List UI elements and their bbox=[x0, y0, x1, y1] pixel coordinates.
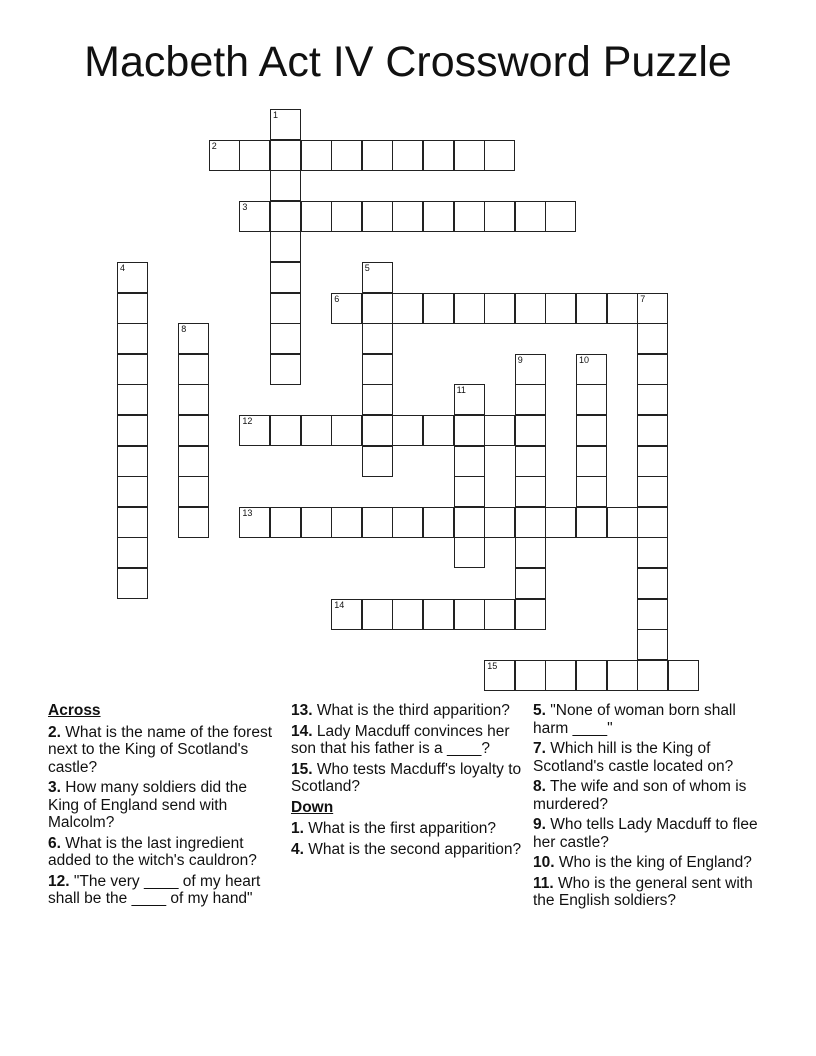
grid-cell[interactable] bbox=[117, 537, 148, 568]
grid-cell[interactable] bbox=[423, 599, 454, 630]
grid-cell[interactable] bbox=[484, 140, 515, 171]
grid-cell[interactable] bbox=[637, 323, 668, 354]
grid-cell[interactable] bbox=[576, 293, 607, 324]
grid-cell[interactable] bbox=[576, 384, 607, 415]
grid-cell[interactable] bbox=[301, 140, 332, 171]
grid-cell[interactable] bbox=[178, 354, 209, 385]
clue-across-6: 6. What is the last ingredient added to the witch's cauldron? bbox=[48, 834, 257, 869]
grid-cell[interactable] bbox=[331, 201, 362, 232]
grid-cell[interactable] bbox=[454, 507, 485, 538]
grid-cell[interactable] bbox=[515, 384, 546, 415]
grid-cell[interactable] bbox=[515, 507, 546, 538]
grid-cell[interactable] bbox=[270, 201, 301, 232]
grid-cell[interactable] bbox=[454, 293, 485, 324]
grid-cell[interactable] bbox=[637, 599, 668, 630]
grid-cell[interactable] bbox=[637, 446, 668, 477]
grid-cell[interactable] bbox=[423, 140, 454, 171]
grid-cell[interactable] bbox=[545, 507, 576, 538]
grid-cell[interactable] bbox=[270, 507, 301, 538]
grid-cell[interactable] bbox=[515, 201, 546, 232]
clue-number: 11 bbox=[456, 385, 466, 396]
clue-down-5: 5. "None of woman born shall harm ____" bbox=[533, 702, 736, 737]
grid-cell[interactable] bbox=[484, 599, 515, 630]
grid-cell[interactable] bbox=[454, 537, 485, 568]
grid-cell[interactable] bbox=[423, 415, 454, 446]
grid-cell[interactable] bbox=[484, 415, 515, 446]
grid-cell[interactable] bbox=[362, 354, 393, 385]
grid-cell[interactable] bbox=[637, 629, 668, 660]
grid-cell[interactable] bbox=[637, 476, 668, 507]
across-heading: Across bbox=[48, 702, 101, 719]
grid-cell[interactable] bbox=[270, 354, 301, 385]
grid-cell[interactable] bbox=[515, 446, 546, 477]
grid-cell[interactable] bbox=[607, 293, 638, 324]
grid-cell[interactable] bbox=[392, 507, 423, 538]
clue-across-15: 15. Who tests Macduff's loyalty to Scotland? bbox=[291, 760, 522, 795]
clue-number: 13 bbox=[242, 507, 253, 518]
clue-across-13: 13. What is the third apparition? bbox=[291, 702, 510, 719]
puzzle-title: Macbeth Act IV Crossword Puzzle bbox=[84, 38, 732, 86]
grid-cell[interactable] bbox=[331, 415, 362, 446]
clue-number: 9 bbox=[517, 354, 523, 365]
clue-number: 4 bbox=[120, 263, 126, 273]
clue-number: 3 bbox=[242, 201, 248, 212]
grid-cell[interactable] bbox=[392, 201, 423, 232]
grid-cell[interactable] bbox=[515, 537, 546, 568]
grid-cell[interactable] bbox=[362, 262, 393, 293]
grid-cell[interactable] bbox=[301, 415, 332, 446]
grid-cell[interactable] bbox=[423, 201, 454, 232]
grid-cell[interactable] bbox=[607, 660, 638, 691]
grid-cell[interactable] bbox=[576, 354, 607, 385]
grid-cell[interactable] bbox=[454, 384, 485, 415]
grid-cell[interactable] bbox=[117, 293, 148, 324]
grid-cell[interactable] bbox=[392, 599, 423, 630]
grid-cell[interactable] bbox=[239, 507, 270, 538]
grid-cell[interactable] bbox=[576, 660, 607, 691]
grid-cell[interactable] bbox=[484, 201, 515, 232]
grid-cell[interactable] bbox=[637, 415, 668, 446]
grid-cell[interactable] bbox=[178, 476, 209, 507]
grid-cell[interactable] bbox=[270, 415, 301, 446]
grid-cell[interactable] bbox=[484, 660, 515, 691]
clue-number: 10 bbox=[579, 354, 590, 365]
grid-cell[interactable] bbox=[576, 507, 607, 538]
grid-cell[interactable] bbox=[515, 568, 546, 599]
clue-number: 14 bbox=[334, 599, 345, 610]
clue-down-4: 4. What is the second apparition? bbox=[291, 840, 522, 858]
grid-cell[interactable] bbox=[117, 507, 148, 538]
clue-number: 1 bbox=[273, 110, 279, 120]
clue-down-11: 11. Who is the general sent with the English soldiers? bbox=[533, 874, 753, 909]
grid-cell[interactable] bbox=[178, 446, 209, 477]
grid-cell[interactable] bbox=[515, 354, 546, 385]
grid-cell[interactable] bbox=[545, 201, 576, 232]
grid-cell[interactable] bbox=[239, 140, 270, 171]
clue-number: 7 bbox=[640, 293, 646, 304]
grid-cell[interactable] bbox=[117, 568, 148, 599]
grid-cell[interactable] bbox=[515, 476, 546, 507]
grid-cell[interactable] bbox=[362, 599, 393, 630]
grid-cell[interactable] bbox=[239, 415, 270, 446]
grid-cell[interactable] bbox=[637, 507, 668, 538]
grid-cell[interactable] bbox=[117, 384, 148, 415]
grid-cell[interactable] bbox=[545, 293, 576, 324]
grid-cell[interactable] bbox=[637, 293, 668, 324]
grid-cell[interactable] bbox=[637, 384, 668, 415]
clues-column-3 bbox=[533, 702, 773, 913]
grid-cell[interactable] bbox=[239, 201, 270, 232]
grid-cell[interactable] bbox=[117, 354, 148, 385]
grid-cell[interactable] bbox=[362, 415, 393, 446]
clue-number: 12 bbox=[242, 416, 253, 426]
grid-cell[interactable] bbox=[423, 507, 454, 538]
clue-across-14: 14. Lady Macduff convinces her son that his father is a ____? bbox=[291, 722, 510, 757]
clue-across-3: 3. How many soldiers did the King of England send with Malcolm? bbox=[48, 779, 248, 831]
grid-cell[interactable] bbox=[515, 293, 546, 324]
clue-number: 15 bbox=[487, 660, 498, 671]
grid-cell[interactable] bbox=[362, 140, 393, 171]
clues-column-1 bbox=[48, 702, 280, 911]
clue-number: 6 bbox=[334, 293, 340, 304]
grid-cell[interactable] bbox=[178, 384, 209, 415]
grid-cell[interactable] bbox=[178, 323, 209, 354]
grid-cell[interactable] bbox=[576, 476, 607, 507]
grid-cell[interactable] bbox=[454, 201, 485, 232]
grid-cell[interactable] bbox=[117, 476, 148, 507]
grid-cell[interactable] bbox=[423, 293, 454, 324]
clue-number: 8 bbox=[181, 324, 187, 335]
grid-cell[interactable] bbox=[331, 507, 362, 538]
down-heading: Down bbox=[291, 798, 334, 816]
grid-cell[interactable] bbox=[270, 323, 301, 354]
grid-cell[interactable] bbox=[178, 415, 209, 446]
grid-cell[interactable] bbox=[515, 660, 546, 691]
clue-down-9: 9. Who tells Lady Macduff to flee her castle? bbox=[533, 816, 758, 851]
grid-cell[interactable] bbox=[668, 660, 699, 691]
grid-cell[interactable] bbox=[392, 140, 423, 171]
grid-cell[interactable] bbox=[117, 262, 148, 293]
grid-cell[interactable] bbox=[117, 415, 148, 446]
clue-down-1: 1. What is the first apparition? bbox=[291, 820, 497, 837]
grid-cell[interactable] bbox=[362, 507, 393, 538]
grid-cell[interactable] bbox=[362, 201, 393, 232]
grid-cell[interactable] bbox=[362, 293, 393, 324]
grid-cell[interactable] bbox=[270, 262, 301, 293]
grid-cell[interactable] bbox=[515, 415, 546, 446]
grid-cell[interactable] bbox=[637, 354, 668, 385]
grid-cell[interactable] bbox=[270, 109, 301, 140]
grid-cell[interactable] bbox=[392, 293, 423, 324]
grid-cell[interactable] bbox=[331, 140, 362, 171]
grid-cell[interactable] bbox=[178, 507, 209, 538]
grid-cell[interactable] bbox=[301, 507, 332, 538]
grid-cell[interactable] bbox=[545, 660, 576, 691]
grid-cell[interactable] bbox=[270, 170, 301, 201]
grid-cell[interactable] bbox=[392, 415, 423, 446]
grid-cell[interactable] bbox=[117, 323, 148, 354]
grid-cell[interactable] bbox=[331, 293, 362, 324]
grid-cell[interactable] bbox=[362, 384, 393, 415]
grid-cell[interactable] bbox=[270, 140, 301, 171]
clue-down-8: 8. The wife and son of whom is murdered? bbox=[533, 778, 747, 813]
grid-cell[interactable] bbox=[637, 537, 668, 568]
grid-cell[interactable] bbox=[301, 201, 332, 232]
clue-down-7: 7. Which hill is the King of Scotland's castle located on? bbox=[533, 740, 734, 775]
grid-cell[interactable] bbox=[637, 660, 668, 691]
grid-cell[interactable] bbox=[209, 140, 240, 171]
grid-cell[interactable] bbox=[454, 140, 485, 171]
grid-cell[interactable] bbox=[576, 415, 607, 446]
clue-across-2: 2. What is the name of the forest next to the King of Scotland's castle? bbox=[48, 723, 273, 776]
clue-number: 5 bbox=[364, 263, 370, 273]
clue-down-10: 10. Who is the king of England? bbox=[533, 854, 752, 871]
grid-cell[interactable] bbox=[117, 446, 148, 477]
grid-cell[interactable] bbox=[576, 446, 607, 477]
grid-cell[interactable] bbox=[607, 507, 638, 538]
grid-cell[interactable] bbox=[515, 599, 546, 630]
grid-cell[interactable] bbox=[637, 568, 668, 599]
clue-across-12: 12. "The very ____ of my heart shall be the ____ of my hand" bbox=[48, 872, 261, 907]
grid-cell[interactable] bbox=[362, 323, 393, 354]
grid-cell[interactable] bbox=[454, 446, 485, 477]
grid-cell[interactable] bbox=[454, 476, 485, 507]
clue-number: 2 bbox=[211, 140, 217, 151]
grid-cell[interactable] bbox=[331, 599, 362, 630]
grid-cell[interactable] bbox=[484, 293, 515, 324]
grid-cell[interactable] bbox=[270, 231, 301, 262]
clues-column-2 bbox=[291, 702, 523, 861]
grid-cell[interactable] bbox=[270, 293, 301, 324]
grid-cell[interactable] bbox=[454, 599, 485, 630]
grid-cell[interactable] bbox=[484, 507, 515, 538]
grid-cell[interactable] bbox=[362, 446, 393, 477]
grid-cell[interactable] bbox=[454, 415, 485, 446]
